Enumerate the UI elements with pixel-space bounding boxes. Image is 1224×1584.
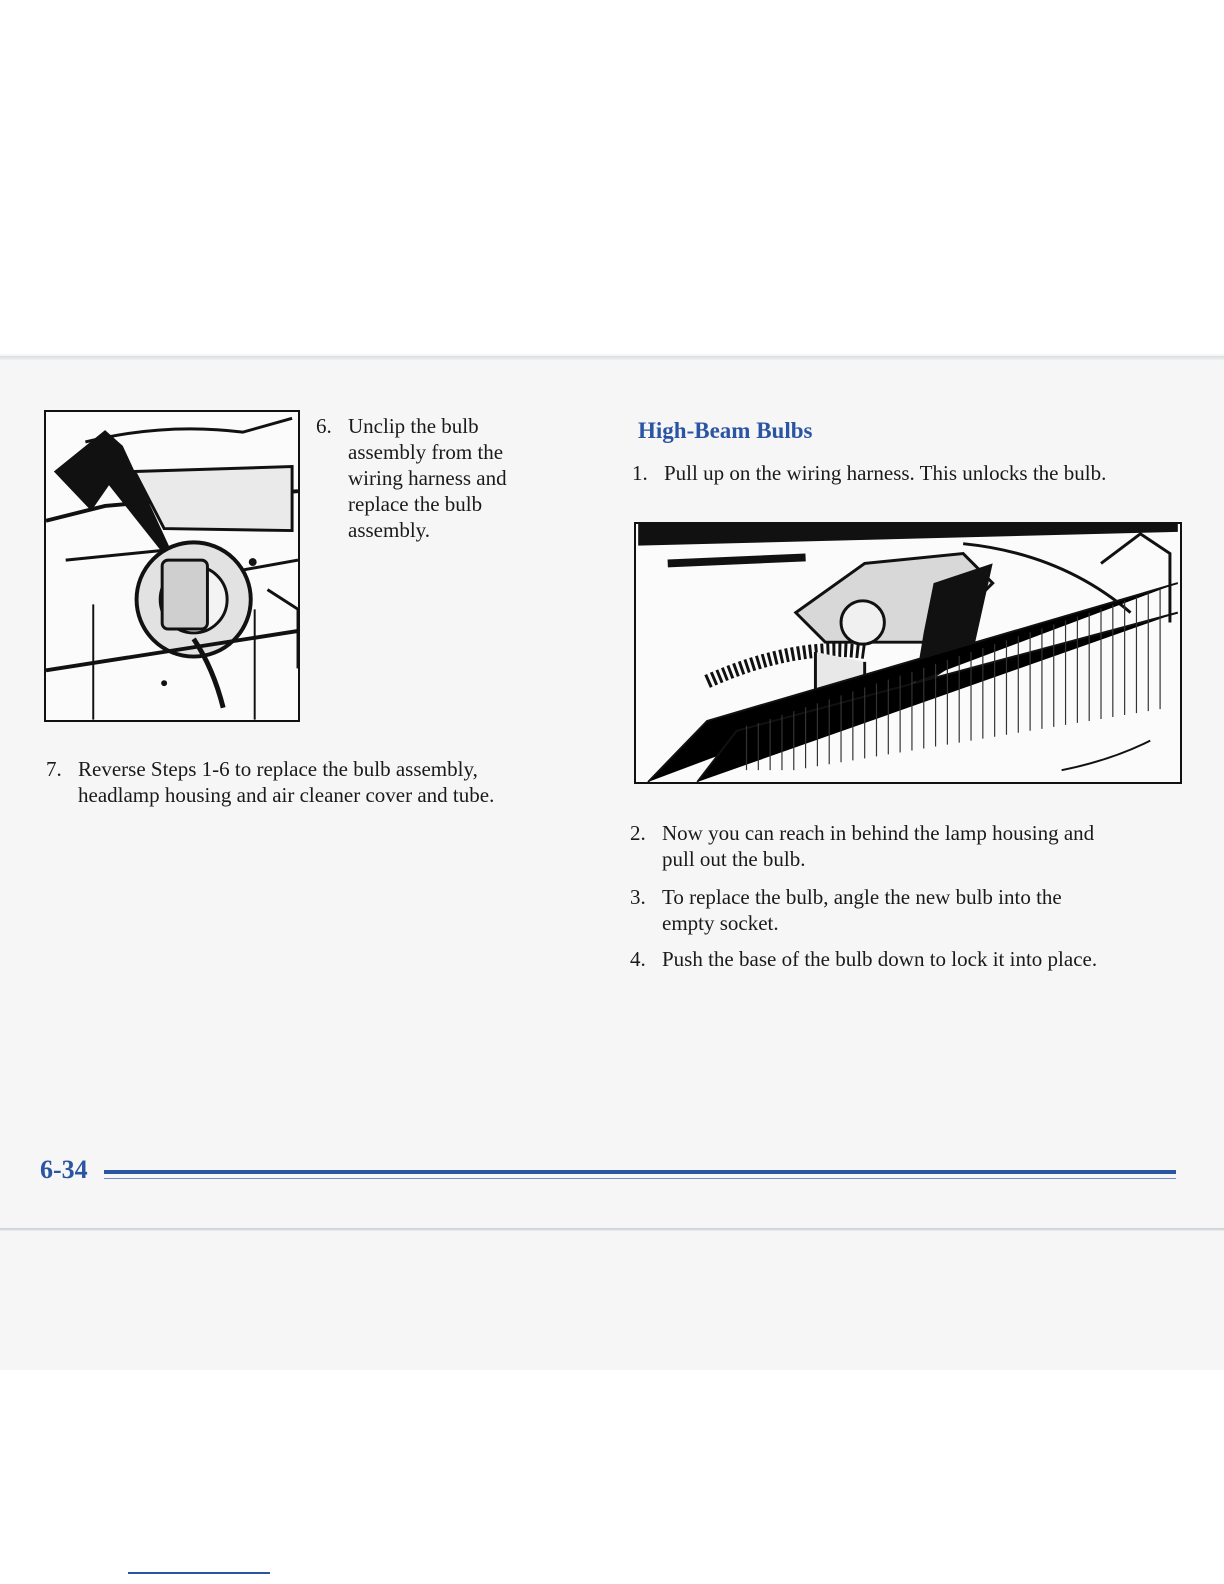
- top-edge-line: [0, 356, 1224, 360]
- step-2-line: pull out the bulb.: [662, 847, 806, 871]
- bulb-assembly-illustration: [44, 410, 300, 722]
- high-beam-drawing: [636, 524, 1180, 782]
- step-6-line: assembly.: [348, 518, 431, 542]
- bulb-assembly-drawing: [46, 412, 298, 720]
- high-beam-illustration: [634, 522, 1182, 784]
- step-4-number: 4.: [630, 947, 646, 971]
- footer-rule-thin: [104, 1178, 1176, 1179]
- step-1-line: Pull up on the wiring harness. This unlocks the bulb.: [664, 461, 1107, 485]
- step-6-line: wiring harness and: [348, 466, 507, 490]
- bottom-edge-line: [0, 1228, 1224, 1231]
- step-7-line: headlamp housing and air cleaner cover and tube.: [78, 783, 495, 807]
- step-3-line: To replace the bulb, angle the new bulb into the: [662, 885, 1062, 909]
- step-6-line: Unclip the bulb: [348, 414, 479, 438]
- step-7-number: 7.: [46, 757, 62, 781]
- step-6-line: replace the bulb: [348, 492, 483, 516]
- step-7-line: Reverse Steps 1-6 to replace the bulb assembly,: [78, 757, 478, 781]
- page-number: 6-34: [40, 1155, 88, 1184]
- step-6-number: 6.: [316, 414, 332, 438]
- step-3-line: empty socket.: [662, 911, 779, 935]
- footer-rule: [104, 1170, 1176, 1174]
- step-2-line: Now you can reach in behind the lamp housing and: [662, 821, 1095, 845]
- section-heading: High-Beam Bulbs: [638, 418, 813, 443]
- step-4-line: Push the base of the bulb down to lock it into place.: [662, 947, 1098, 971]
- step-1-number: 1.: [632, 461, 648, 485]
- step-2-number: 2.: [630, 821, 646, 845]
- step-6-line: assembly from the: [348, 440, 504, 464]
- step-3-number: 3.: [630, 885, 646, 909]
- bottom-mark-line: [128, 1572, 270, 1574]
